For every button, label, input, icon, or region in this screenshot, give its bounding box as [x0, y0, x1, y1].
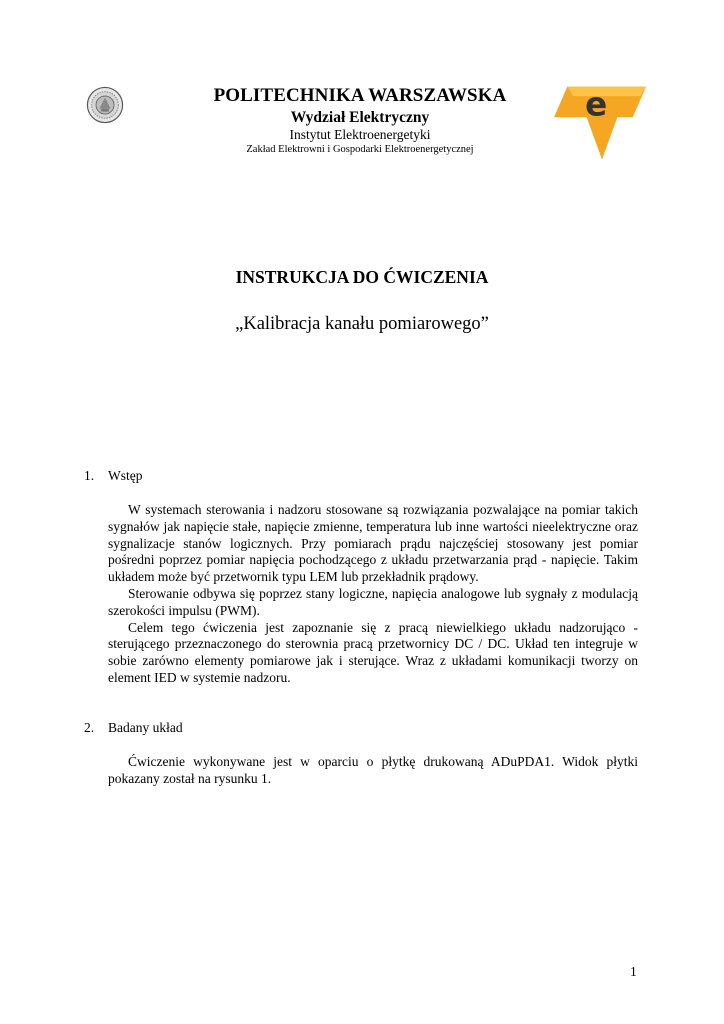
paragraph: Sterowanie odbywa się poprzez stany logiczne, napięcia analogowe lub sygnały z modulacją szerokości impulsu (PWM).	[108, 585, 638, 618]
paragraph: Celem tego ćwiczenia jest zapoznanie się z pracą niewielkiego układu nadzorująco - sterującego przeznaczonego do sterownia pracą przetwornicy DC / DC. Układ ten integruje w sobie zarówno elementy pomiarowe jak i sterujące. Wraz z układami komunikacji tworzy on element IED w systemie nadzoru.	[108, 619, 638, 685]
document-header	[180, 84, 540, 157]
document-title: INSTRUKCJA DO ĆWICZENIA	[235, 267, 489, 287]
section-number: 1.	[84, 468, 95, 483]
faculty-name: Wydział Elektryczny	[290, 109, 430, 126]
section-title: Wstęp	[108, 468, 143, 483]
university-seal-icon	[86, 86, 124, 124]
section-number: 2.	[84, 720, 95, 735]
paragraph: Ćwiczenie wykonywane jest w oparciu o płytkę drukowaną ADuPDA1. Widok płytki pokazany został na rysunku 1.	[108, 754, 638, 786]
university-name: POLITECHNIKA WARSZAWSKA	[213, 85, 507, 106]
faculty-e-logo-icon	[554, 84, 650, 162]
department-name: Zakład Elektrowni i Gospodarki Elektroenergetycznej	[246, 144, 474, 155]
section-heading-1	[84, 468, 143, 484]
document-subtitle: „Kalibracja kanału pomiarowego”	[235, 314, 489, 334]
logo-letter: e	[585, 85, 608, 124]
paragraph: W systemach sterowania i nadzoru stosowane są rozwiązania pozwalające na pomiar takich sygnałów jak napięcie stałe, napięcie zmienne, temperatura lub inne wartości nieelektryczne oraz sygnalizacje stanów logicznych. Przy pomiarach prądu najczęściej stosowany jest pomiar pośredni poprzez pomiar napięcia pochodzącego z układu przetwarzania prąd - napięcie. Takim układem może być przetwornik typu LEM lub przekładnik prądowy.	[108, 502, 638, 585]
section-body-1	[108, 502, 638, 687]
section-title: Badany układ	[108, 720, 183, 735]
institute-name: Instytut Elektroenergetyki	[289, 127, 431, 142]
section-body-2	[108, 754, 638, 788]
section-heading-2	[84, 720, 183, 736]
page-number: 1	[630, 964, 637, 979]
